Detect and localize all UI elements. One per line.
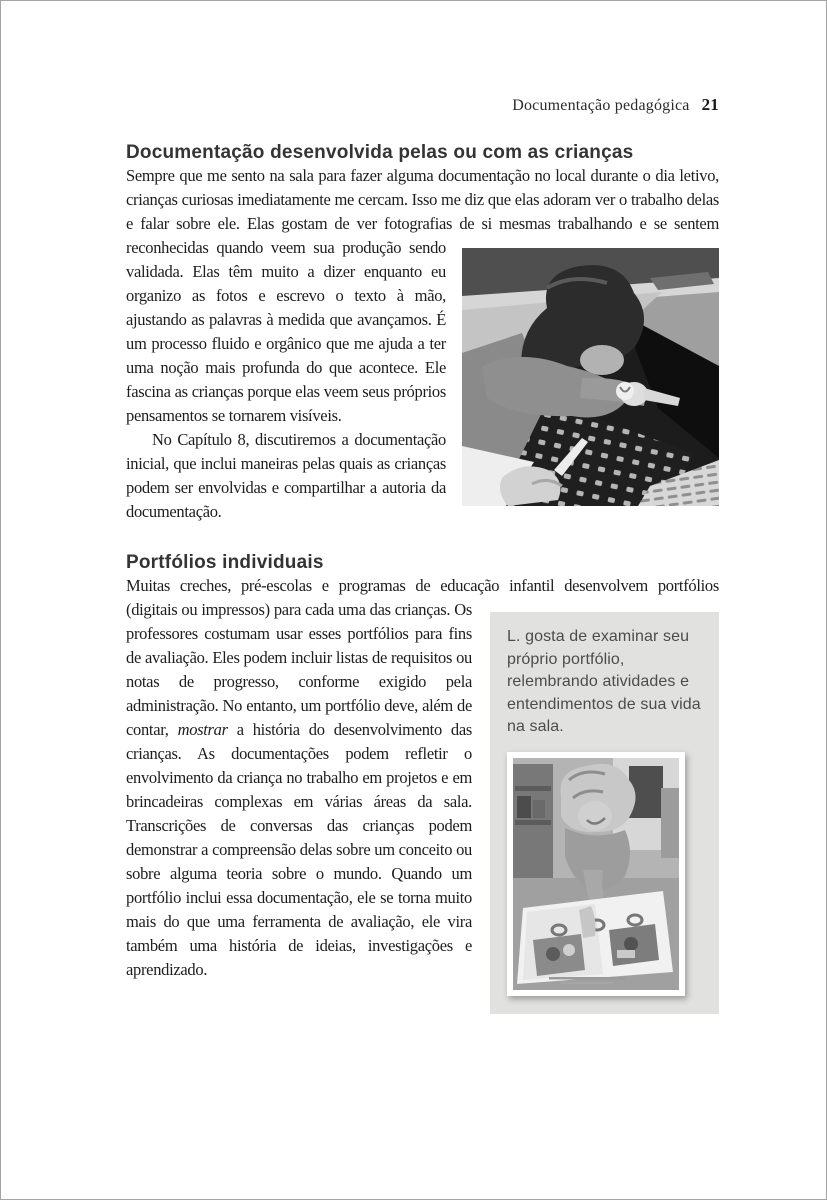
running-head-title: Documentação pedagógica	[512, 97, 690, 114]
photo-child-portfolio	[507, 752, 685, 996]
photo-child-portfolio-illustration	[513, 758, 679, 990]
section-heading-portfolios: Portfólios individuais	[126, 552, 324, 573]
sidebar-caption: L. gosta de examinar seu próprio portfólio, relembrando atividades e entendimentos de sua vida na sala.	[507, 628, 701, 735]
paragraph-text: Muitas creches, pré-escolas e programas de educação infantil desenvolvem	[126, 576, 658, 595]
paragraph: No Capítulo 8, discutiremos a documentação inicial, que inclui maneiras pelas quais as crianças podem ser envolvidas e compartilhar a autoria da documentação.	[126, 430, 446, 521]
paragraph-text: validada. Elas têm muito a dizer enquanto eu organizo as fotos e escrevo o texto à mão, ajustando as palavras à medida que avançamos. É um processo fluido e orgânico que me ajuda a ter uma noção mais profunda do que acontece. Ele fascina as crianças porque elas veem seus próprios pensamentos se tornarem visíveis.	[126, 262, 446, 425]
page-content	[126, 1, 719, 1024]
section-documentacao-criancas	[126, 164, 719, 524]
page-number: 21	[701, 95, 719, 114]
section-portfolios	[126, 574, 719, 982]
photo-child-laptop-illustration	[462, 248, 719, 506]
paragraph-italic-word: mostrar	[177, 720, 228, 739]
sidebar-box	[490, 612, 719, 1014]
paragraph-text: portfólios (digitais ou impressos) para cada uma das crianças. Os professores costumam usar esses portfólios para fins de avaliação. Eles podem incluir listas de requisitos ou notas de progresso, conforme exigido pela administração. No entanto, um portfólio deve, além de contar,	[126, 576, 719, 739]
paragraph-text: a história do desenvolvimento das crianças. As documentações podem refletir o envolvimento da criança no trabalho em projetos e em brincadeiras complexas em várias áreas da sala. Transcrições de conversas das crianças podem demonstrar a compreensão delas sobre um conceito ou sobre alguma teoria sobre o mundo. Quando um portfólio inclui essa documentação, ele se torna muito mais do que uma ferramenta de avaliação, ele vira também uma história de ideias, investigações e aprendizado.	[126, 720, 472, 979]
paragraph-text: Sempre que me sento na sala para fazer alguma documentação no local durante o dia letivo, crianças curiosas imediatamente me cercam. Isso me diz que elas adoram ver o trabalho delas e falar sobre ele. Elas gostam de ver fotografias de si mesmas trabalhando e se sentem reconhecidas quando veem sua produção sendo	[126, 166, 719, 257]
running-head	[126, 95, 719, 116]
photo-child-pointing-laptop	[462, 248, 719, 506]
paragraph	[126, 164, 719, 428]
paragraph	[126, 574, 719, 982]
section-heading-documentacao-criancas: Documentação desenvolvida pelas ou com as crianças	[126, 142, 634, 163]
